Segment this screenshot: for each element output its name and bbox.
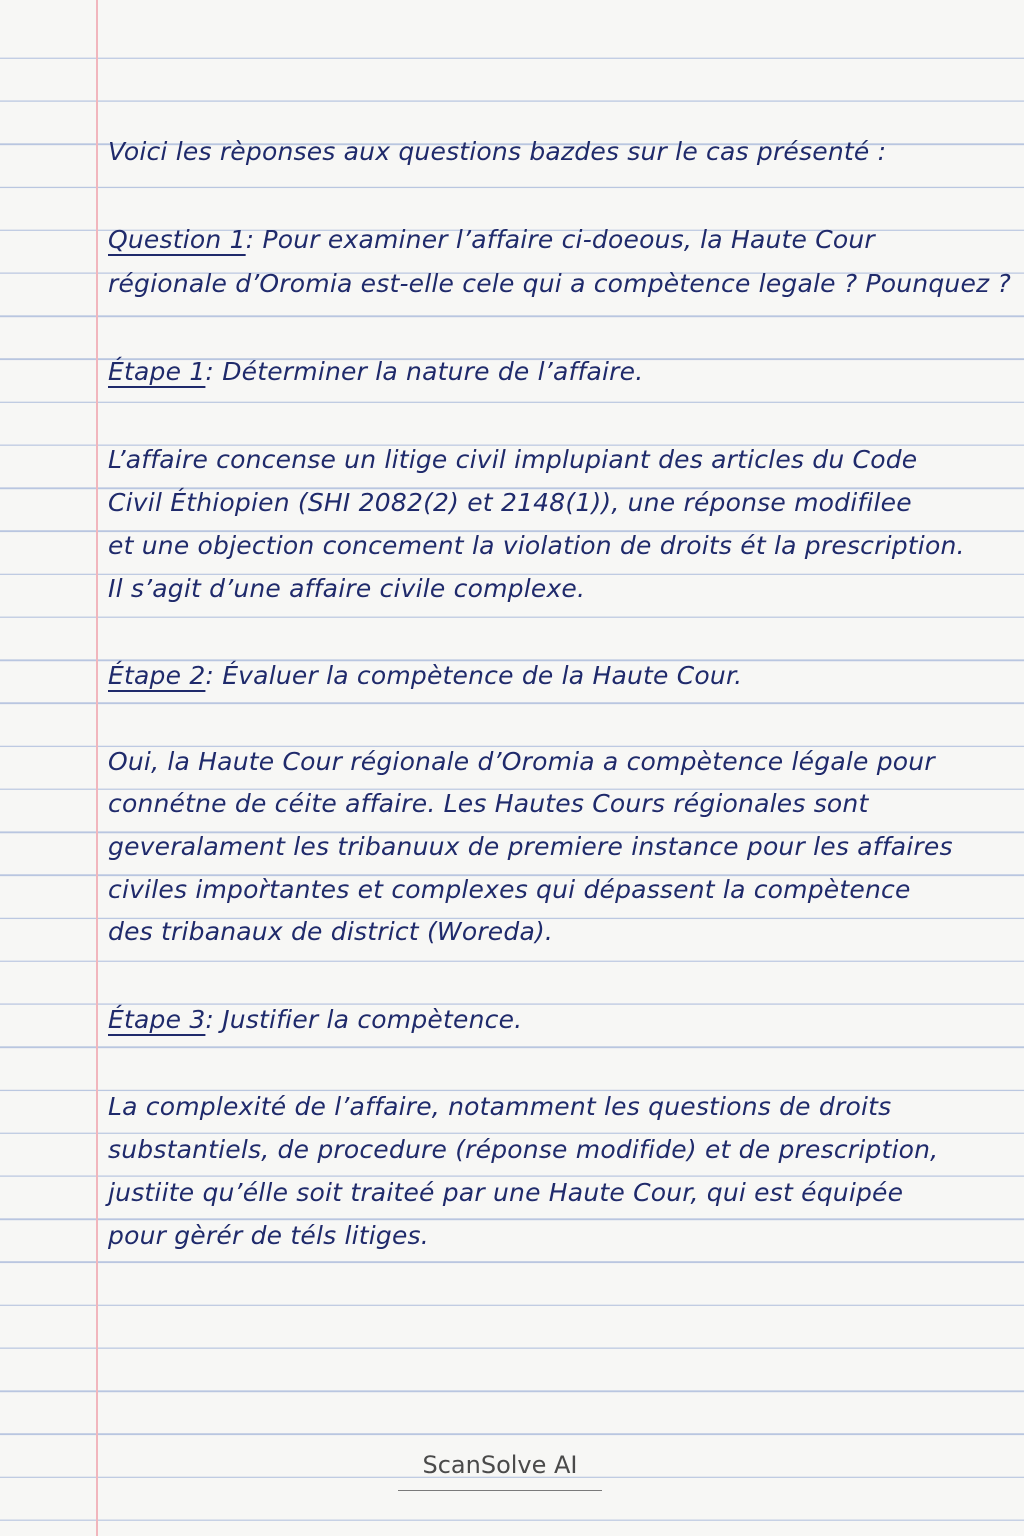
step-2-label: Étape 2: [108, 661, 206, 690]
step-2-title: : Évaluer la compètence de la Haute Cour.: [205, 661, 743, 690]
step-2-body-line: Oui, la Haute Cour régionale d’Oromia a compètence légale pour: [108, 747, 935, 776]
step-2-body-line: civiles impor̀tantes et complexes qui dépassent la compètence: [108, 875, 911, 904]
step-1-heading: [108, 350, 984, 394]
question-text-1: : Pour examiner l’affaire ci-doeous, la Haute Cour: [245, 225, 875, 254]
intro-line: Voici les rèponses aux questions bazdes sur le cas présenté :: [108, 137, 887, 166]
step-2-body-line: des tribanaux de district (Woreda).: [108, 917, 554, 946]
step-1-label: Étape 1: [108, 357, 206, 386]
scansolve-watermark: ScanSolve AI: [398, 1446, 602, 1491]
step-3-body-line: justiite qu’élle soit traiteé par une Haute Cour, qui est équipée: [108, 1178, 904, 1207]
question-label: Question 1: [108, 225, 246, 254]
step-3-body-line: substantiels, de procedure (réponse modifide) et de prescription,: [108, 1135, 939, 1164]
step-1-title: : Déterminer la nature de l’affaire.: [205, 357, 644, 386]
step-2-body-line: connétne de céite affaire. Les Hautes Cours régionales sont: [108, 789, 869, 818]
step-3-title: : Justifier la compètence.: [205, 1005, 523, 1034]
step-3-label: Étape 3: [108, 1005, 206, 1034]
step-1-body-line: Civil Éthiopien (SHI 2082(2) et 2148(1)), une réponse modifilee: [108, 488, 912, 517]
step-2-heading: [108, 654, 984, 698]
question-line-2: régionale d’Oromia est-elle cele qui a compètence legale ? Pounquez ?: [108, 269, 1011, 298]
step-3-heading: [108, 998, 984, 1042]
step-3-body-line: pour gèrér de téls litiges.: [108, 1221, 429, 1250]
step-1-body-line: L’affaire concense un litige civil implupiant des articles du Code: [108, 445, 918, 474]
question-line-1: [108, 218, 984, 262]
step-1-body-line: Il s’agit d’une affaire civile complexe.: [108, 574, 586, 603]
step-1-body-line: et une objection concement la violation de droits ét la prescription.: [108, 531, 965, 560]
step-2-body-line: geveralament les tribanuux de premiere instance pour les affaires: [108, 832, 953, 861]
step-3-body-line: La complexité de l’affaire, notamment les questions de droits: [108, 1092, 892, 1121]
